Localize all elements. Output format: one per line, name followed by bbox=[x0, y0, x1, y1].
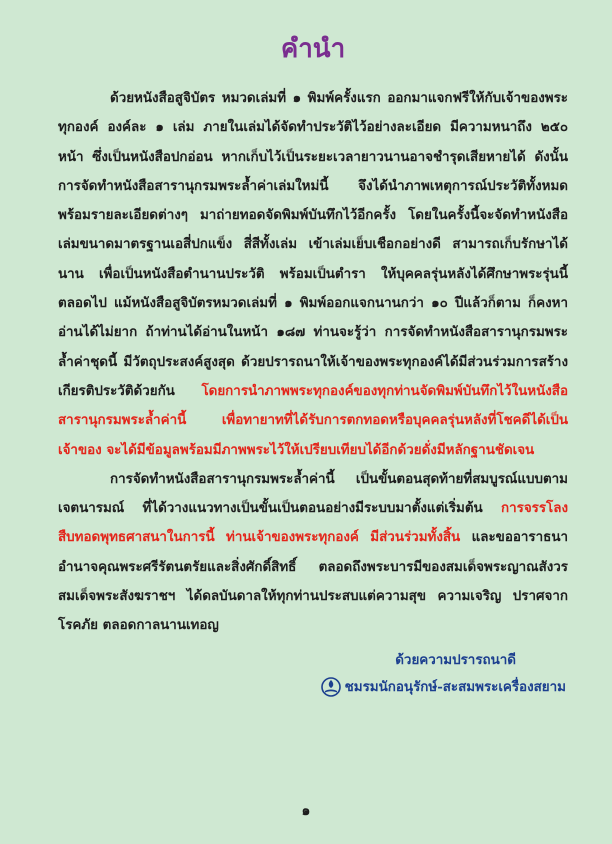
page-number: ๑ bbox=[301, 803, 311, 819]
paragraph-2 bbox=[58, 465, 568, 641]
page-title: คำนำ bbox=[280, 34, 346, 64]
paragraph-2-closing: และขออาราธนาอำนาจคุณพระศรีรัตนตรัยและสิ่งศักดิ์สิทธิ์ ตลอดถึงพระบารมีของสมเด็จพระญาณสังวร สมเด็จพระสังฆราชฯ ได้ดลบันดาลให้ทุกท่านประสบแต่ความสุข ความเจริญ ปราศจากโรคภัย ตลอดกาลนานเทอญ bbox=[58, 529, 568, 634]
signature-block bbox=[58, 647, 568, 708]
paragraph-1-highlight: โดยการนำภาพพระทุกองค์ของทุกท่านจัดพิมพ์บันทึกไว้ในหนังสือสารานุกรมพระล้ำค่านี้ เพื่อทายาทที่ได้รับการตกทอดหรือบุคคลรุ่นหลังที่โชคดีได้เป็นเจ้าของ จะได้มีข้อมูลพร้อมมีภาพพระไว้ให้เปรียบเทียบได้อีกด้วยดั่งมีหลักฐานชัดเจน bbox=[58, 382, 568, 458]
signature-organization: ชมรมนักอนุรักษ์-สะสมพระเครื่องสยาม bbox=[344, 678, 566, 695]
club-emblem-icon bbox=[321, 677, 341, 697]
paragraph-1 bbox=[58, 84, 568, 465]
paragraph-2-text: การจัดทำหนังสือสารานุกรมพระล้ำค่านี้ เป็นขั้นตอนสุดท้ายที่สมบูรณ์แบบตามเจตนารมณ์ ที่ได้วางแนวทางเป็นขั้นเป็นตอนอย่างมีระบบมาตั้งแต่เริ่มต้น bbox=[58, 470, 568, 517]
paragraph-1-text: ด้วยหนังสือสูจิบัตร หมวดเล่มที่ ๑ พิมพ์ครั้งแรก ออกมาแจกฟรีให้กับเจ้าของพระทุกองค์ องค์ละ ๑ เล่ม ภายในเล่มได้จัดทำประวัติไว้อย่างละเอียด มีความหนาถึง ๒๕๐ หน้า ซึ่งเป็นหนังสือปกอ่อน หากเก็บไว้เป็นระยะเวลายาวนานอาจชำรุดเสียหายได้ ดังนั้นการจัดทำหนังสือสารานุกรมพระล้ำค่าเล่มใหม่นี้ จึงได้นำภาพเหตุการณ์ประวัติทั้งหมด พร้อมรายละเอียดต่างๆ มาถ่ายทอดจัดพิมพ์บันทึกไว้อีกครั้ง โดยในครั้งนี้จะจัดทำหนังสือเล่มขนาดมาตรฐานเอสี่ปกแข็ง สี่สีทั้งเล่ม เข้าเล่มเย็บเชือกอย่างดี สามารถเก็บรักษาได้นาน เพื่อเป็นหนังสือตำนานประวัติ พร้อมเป็นตำรา ให้บุคคลรุ่นหลังได้ศึกษาพระรุ่นนี้ตลอดไป แม้หนังสือสูจิบัตรหมวดเล่มที่ ๑ พิมพ์ออกแจกนานกว่า ๑๐ ปีแล้วก็ตาม ก็คงหาอ่านได้ไม่ยาก ถ้าท่านได้อ่านในหน้า ๑๘๗ ท่านจะรู้ว่า การจัดทำหนังสือสารานุกรมพระล้ำค่าชุดนี้ มีวัตถุประสงค์สูงสุด ด้วยปรารถนาให้เจ้าของพระทุกองค์ได้มีส่วนร่วมการสร้างเกียรติประวัติด้วยกัน bbox=[58, 90, 568, 399]
signature-greeting: ด้วยความปรารถนาดี bbox=[395, 651, 516, 668]
paragraph-2-highlight: การจรรโลงสืบทอดพุทธศาสนาในการนี้ ท่านเจ้าของพระทุกองค์ มีส่วนร่วมทั้งสิ้น bbox=[58, 500, 568, 546]
signature-organization-row bbox=[321, 674, 566, 701]
